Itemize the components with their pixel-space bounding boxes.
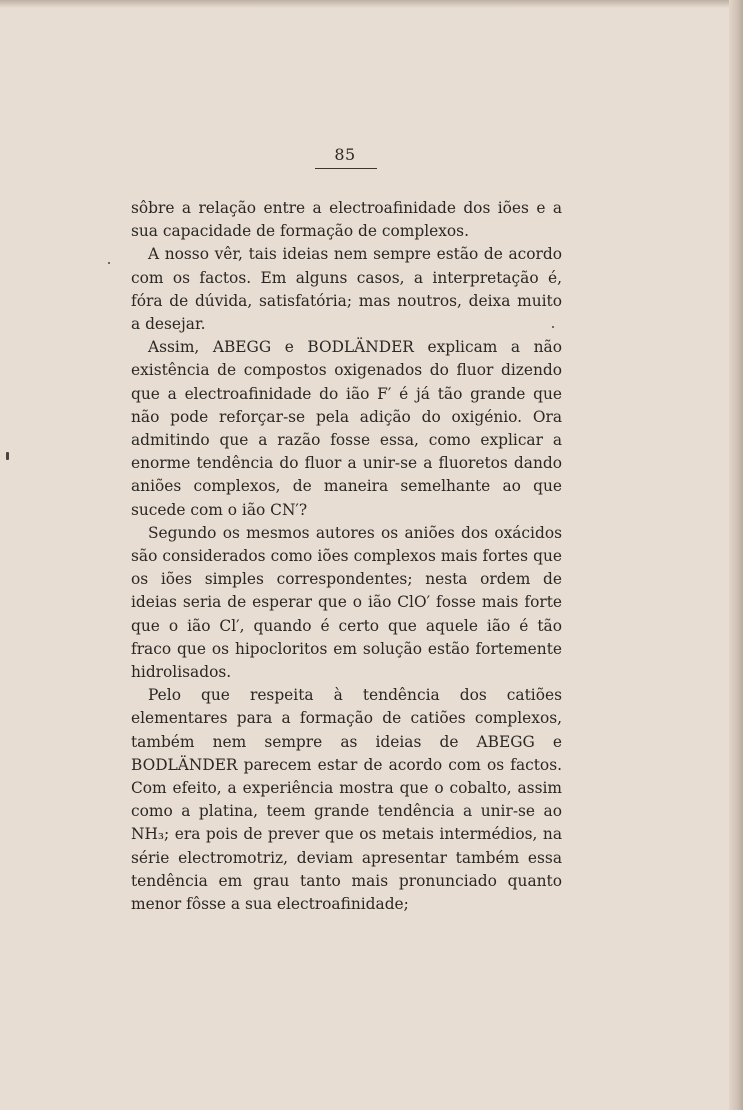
page-right-edge — [729, 0, 743, 1110]
page-number: 85 — [334, 145, 356, 164]
page-top-edge — [0, 0, 743, 8]
paragraph: sôbre a relação entre a electroafinidade dos iões e a sua capacidade de formação de complexos. — [131, 199, 562, 241]
paragraph: A nosso vêr, tais ideias nem sempre estão de acordo com os factos. Em alguns casos, a interpretação é, fóra de dúvida, satisfatória; mas noutros, deixa muito a desejar. — [131, 245, 562, 334]
paper-speck — [6, 452, 9, 460]
paper-speck — [552, 326, 554, 328]
paper-speck — [108, 262, 110, 264]
paragraph: Assim, ABEGG e BODLÄNDER explicam a não existência de compostos oxigenados do fluor dizendo que a electroafinidade do ião F′ é já tão grande que não pode reforçar-se pela adição do oxigénio. Ora admitindo que a razão fosse essa, como explicar a enorme tendência do fluor a unir-se a fluoretos dando aniões complexos, de maneira semelhante ao que sucede com o ião CN′? — [131, 338, 562, 519]
page-number-rule — [315, 168, 377, 169]
body-text — [131, 197, 562, 916]
paragraph: Segundo os mesmos autores os aniões dos oxácidos são considerados como iões complexos mais fortes que os iões simples correspondentes; nesta ordem de ideias seria de esperar que o ião ClO′ fosse mais forte que o ião Cl′, quando é certo que aquele ião é tão fraco que os hipocloritos em solução estão fortemente hidrolisados. — [131, 523, 562, 682]
paragraph: Pelo que respeita à tendência dos catiões elementares para a formação de catiões complexos, também nem sempre as ideias de ABEGG e BODLÄNDER parecem estar de acordo com os factos. Com efeito, a experiência mostra que o cobalto, assim como a platina, teem grande tendência a unir-se ao NH₃; era pois de prever que os metais intermédios, na série electromotriz, deviam apresentar também essa tendência em grau tanto mais pronunciado quanto menor fôsse a sua electroafinidade; — [131, 686, 562, 914]
